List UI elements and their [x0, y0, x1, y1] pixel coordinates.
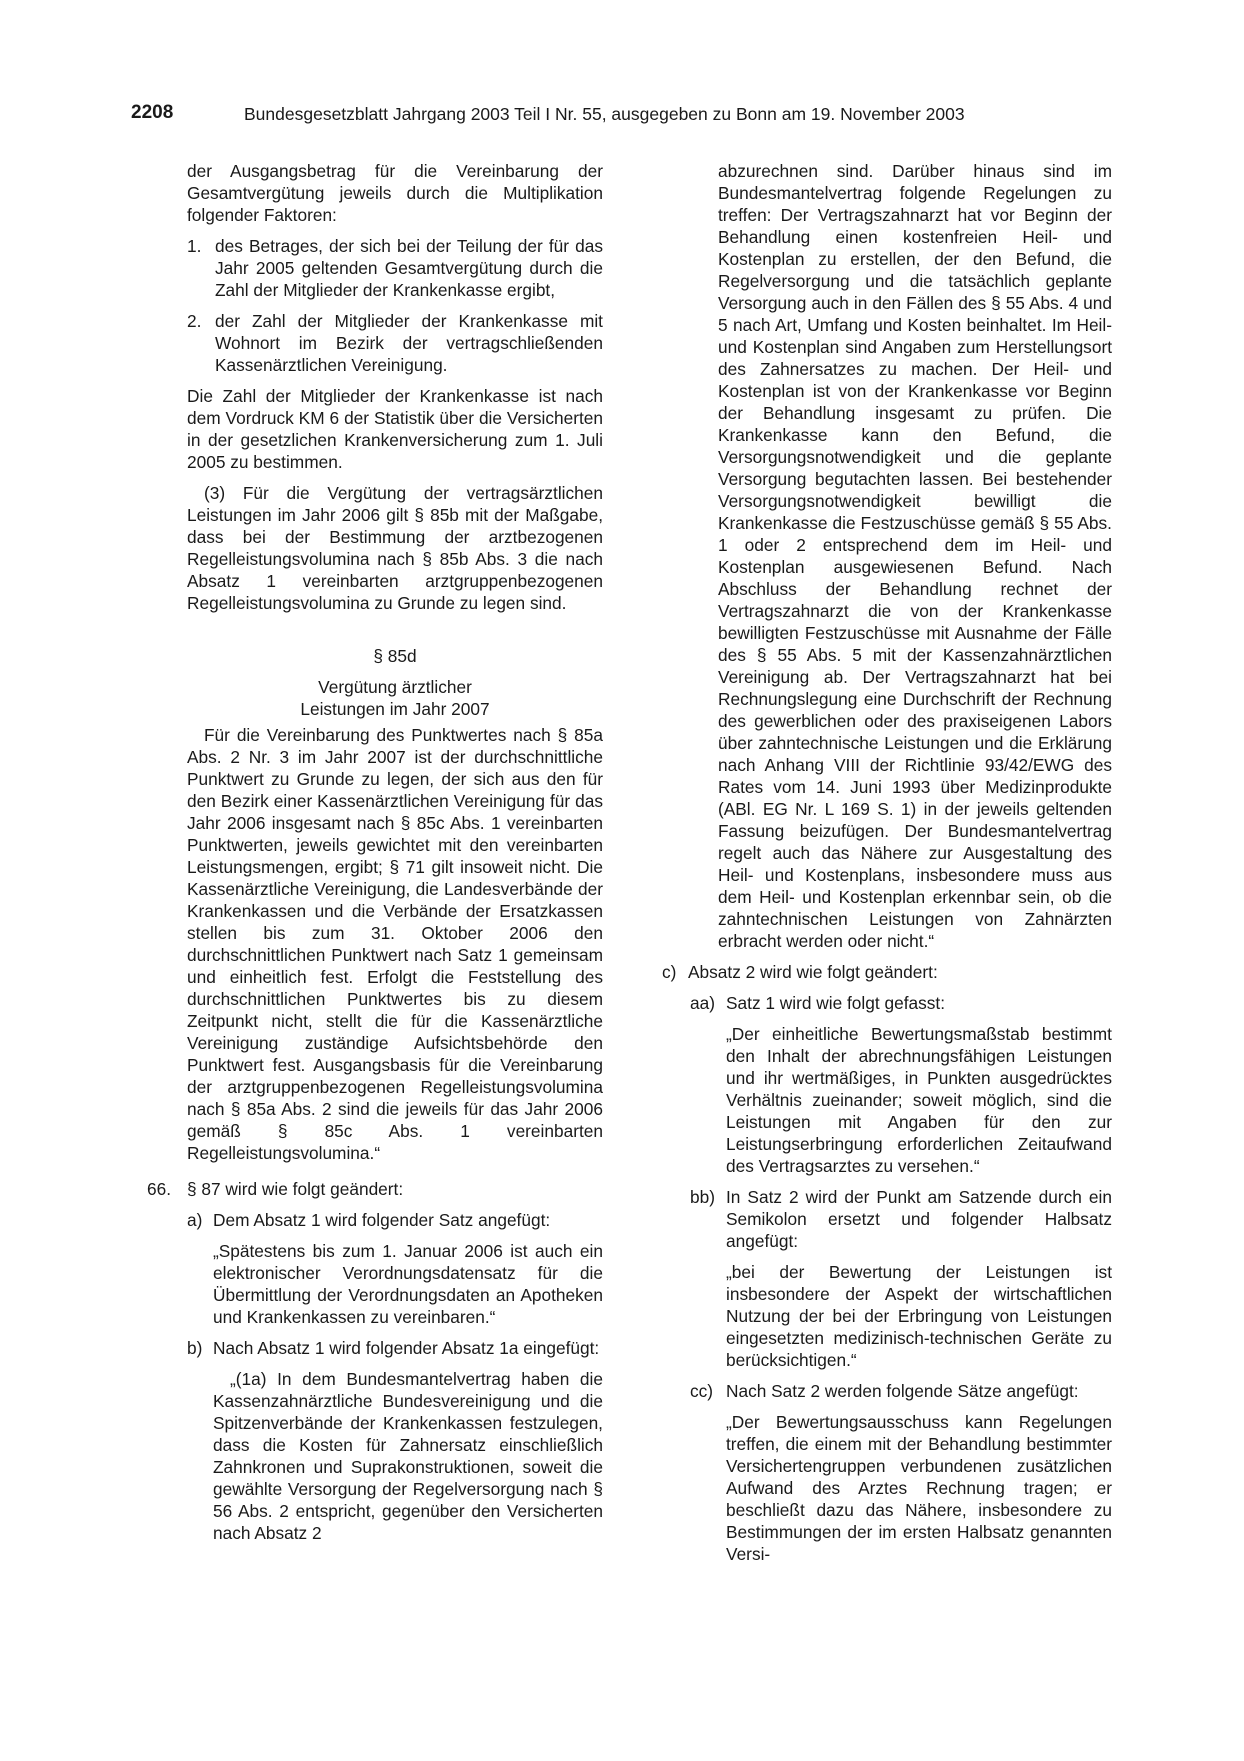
right-column	[662, 160, 1112, 1565]
quoted-text: „Der Bewertungsausschuss kann Regelungen treffen, die einem mit der Behandlung bestimmter Versichertengruppen verbundenen zusätzlichen Aufwand des Arztes Rechnung tragen; er beschließt dazu das Nähere, insbesondere zu Bestimmungen der im ersten Halbsatz genannten Versi-	[726, 1412, 1112, 1564]
section-number: § 85d	[373, 646, 417, 666]
list-item	[187, 310, 603, 376]
section-title: Leistungen im Jahr 2007	[300, 699, 490, 719]
list-text: der Zahl der Mitglieder der Krankenkasse mit Wohnort im Bezirk der vertragschließenden Kassenärztlichen Vereinigung.	[215, 311, 603, 375]
item-number: 66.	[147, 1179, 172, 1199]
item-text: § 87 wird wie folgt geändert:	[187, 1179, 404, 1199]
sub-item-text: Satz 1 wird wie folgt gefasst:	[726, 993, 945, 1013]
intro-paragraph: der Ausgangsbetrag für die Vereinbarung der Gesamtvergütung jeweils durch die Multiplikation folgender Faktoren:	[187, 161, 603, 225]
sub-item-b	[187, 1337, 603, 1359]
left-column	[147, 160, 603, 1544]
sub-item-label: bb)	[690, 1187, 715, 1207]
section-title: Vergütung ärztlicher	[318, 677, 472, 697]
section-body: Für die Vereinbarung des Punktwertes nach § 85a Abs. 2 Nr. 3 im Jahr 2007 ist der durchschnittliche Punktwert zu Grunde zu legen, der sich aus den für den Bezirk einer Kassenärztlichen Vereinigung für das Jahr 2006 insgesamt nach § 85c Abs. 1 vereinbarten Punktwerten, jeweils gewichtet mit den vereinbarten Leistungsmengen, ergibt; § 71 gilt insoweit nicht. Die Kassenärztliche Vereinigung, die Landesverbände der Krankenkassen und die Verbände der Ersatzkassen stellen bis zum 31. Oktober 2006 den durchschnittlichen Punktwert nach Satz 1 gemeinsam und einheitlich fest. Erfolgt die Feststellung des durchschnittlichen Punktwertes bis zu diesem Zeitpunkt nicht, stellt die für die Kassenärztliche Vereinigung zuständige Aufsichtsbehörde den Punktwert fest. Ausgangsbasis für die Vereinbarung der arztgruppenbezogenen Regelleistungsvolumina nach § 85a Abs. 2 sind die jeweils für das Jahr 2006 gemäß § 85c Abs. 1 vereinbarten Regelleistungsvolumina.“	[187, 725, 603, 1163]
sub-item-bb	[690, 1186, 1112, 1252]
list-text: des Betrages, der sich bei der Teilung der für das Jahr 2005 geltenden Gesamtvergütung durch die Zahl der Mitglieder der Krankenkasse ergibt,	[215, 236, 603, 300]
sub-item-a	[187, 1209, 603, 1231]
sub-item-text: Nach Absatz 1 wird folgender Absatz 1a eingefügt:	[213, 1338, 600, 1358]
sub-item-label: c)	[662, 962, 677, 982]
list-item	[187, 235, 603, 301]
quoted-text: „(1a) In dem Bundesmantelvertrag haben die Kassenzahnärztliche Bundesvereinigung und die Spitzenverbände der Krankenkassen festzulegen, dass die Kosten für Zahnersatz einschließlich Zahnkronen und Suprakonstruktionen, soweit die gewählte Versorgung der Regelversorgung nach § 56 Abs. 2 entspricht, gegenüber den Versicherten nach Absatz 2	[213, 1369, 603, 1543]
sub-item-text: Nach Satz 2 werden folgende Sätze angefügt:	[726, 1381, 1079, 1401]
sub-item-aa	[690, 992, 1112, 1014]
amendment-item-66	[147, 1178, 603, 1200]
sub-item-label: b)	[187, 1338, 203, 1358]
sub-item-text: Dem Absatz 1 wird folgender Satz angefügt:	[213, 1210, 551, 1230]
quoted-text: „Spätestens bis zum 1. Januar 2006 ist auch ein elektronischer Verordnungsdatensatz für die Übermittlung der Verordnungsdaten an Apotheken und Krankenkassen zu vereinbaren.“	[213, 1241, 603, 1327]
list-number: 2.	[187, 311, 202, 331]
sub-item-label: a)	[187, 1210, 203, 1230]
paragraph-absatz-3: (3) Für die Vergütung der vertragsärztlichen Leistungen im Jahr 2006 gilt § 85b mit der Maßgabe, dass bei der Bestimmung der arztbezogenen Regelleistungsvolumina nach § 85b Abs. 3 die nach Absatz 1 vereinbarten arztgruppenbezogenen Regelleistungsvolumina zu Grunde zu legen sind.	[187, 483, 603, 613]
sub-item-c	[662, 961, 1084, 983]
sub-item-cc	[690, 1380, 1112, 1402]
quoted-text: „bei der Bewertung der Leistungen ist insbesondere der Aspekt der wirtschaftlichen Nutzung der bei der Erbringung von Leistungen eingesetzten medizinisch-technischen Geräte zu berücksichtigen.“	[726, 1262, 1112, 1370]
quoted-text: „Der einheitliche Bewertungsmaßstab bestimmt den Inhalt der abrechnungsfähigen Leistungen und ihr wertmäßiges, in Punkten ausgedrücktes Verhältnis zueinander; soweit möglich, sind die Leistungen mit Angaben für den zur Leistungserbringung erforderlichen Zeitaufwand des Vertragsarztes zu versehen.“	[726, 1024, 1112, 1176]
list-number: 1.	[187, 236, 202, 256]
paragraph: Die Zahl der Mitglieder der Krankenkasse ist nach dem Vordruck KM 6 der Statistik über die Versicherten in der gesetzlichen Krankenversicherung zum 1. Juli 2005 zu bestimmen.	[187, 386, 603, 472]
continued-quote: abzurechnen sind. Darüber hinaus sind im Bundesmantelvertrag folgende Regelungen zu treffen: Der Vertragszahnarzt hat vor Beginn der Behandlung einen kostenfreien Heil- und Kostenplan zu erstellen, der den Befund, die Regelversorgung und die tatsächlich geplante Versorgung auch in den Fällen des § 55 Abs. 4 und 5 nach Art, Umfang und Kosten beinhaltet. Im Heil- und Kostenplan sind Angaben zum Herstellungsort des Zahnersatzes zu machen. Der Heil- und Kostenplan ist von der Krankenkasse vor Beginn der Behandlung insgesamt zu prüfen. Die Krankenkasse kann den Befund, die Versorgungsnotwendigkeit und die geplante Versorgung begutachten lassen. Bei bestehender Versorgungsnotwendigkeit bewilligt die Krankenkasse die Festzuschüsse gemäß § 55 Abs. 1 oder 2 entsprechend dem im Heil- und Kostenplan ausgewiesenen Befund. Nach Abschluss der Behandlung rechnet der Vertragszahnarzt die von der Krankenkasse bewilligten Festzuschüsse mit Ausnahme der Fälle des § 55 Abs. 5 mit der Kassenzahnärztlichen Vereinigung ab. Der Vertragszahnarzt hat bei Rechnungslegung eine Durchschrift der Rechnung des gewerblichen oder des praxiseigenen Labors über zahntechnische Leistungen und die Erklärung nach Anhang VIII der Richtlinie 93/42/EWG des Rates vom 14. Juni 1993 über Medizinprodukte (ABl. EG Nr. L 169 S. 1) in der jeweils geltenden Fassung beizufügen. Der Bundesmantelvertrag regelt auch das Nähere zur Ausgestaltung des Heil- und Kostenplans, insbesondere muss aus dem Heil- und Kostenplan erkennbar sein, ob die zahntechnischen Leistungen von Zahnärzten erbracht werden oder nicht.“	[718, 161, 1112, 951]
sub-item-label: cc)	[690, 1381, 714, 1401]
sub-item-text: Absatz 2 wird wie folgt geändert:	[688, 962, 938, 982]
page-number: 2208	[131, 102, 174, 123]
running-header: Bundesgesetzblatt Jahrgang 2003 Teil I Nr. 55, ausgegeben zu Bonn am 19. November 2003	[244, 104, 965, 124]
sub-item-text: In Satz 2 wird der Punkt am Satzende durch ein Semikolon ersetzt und folgender Halbsatz angefügt:	[726, 1187, 1112, 1251]
sub-item-label: aa)	[690, 993, 715, 1013]
